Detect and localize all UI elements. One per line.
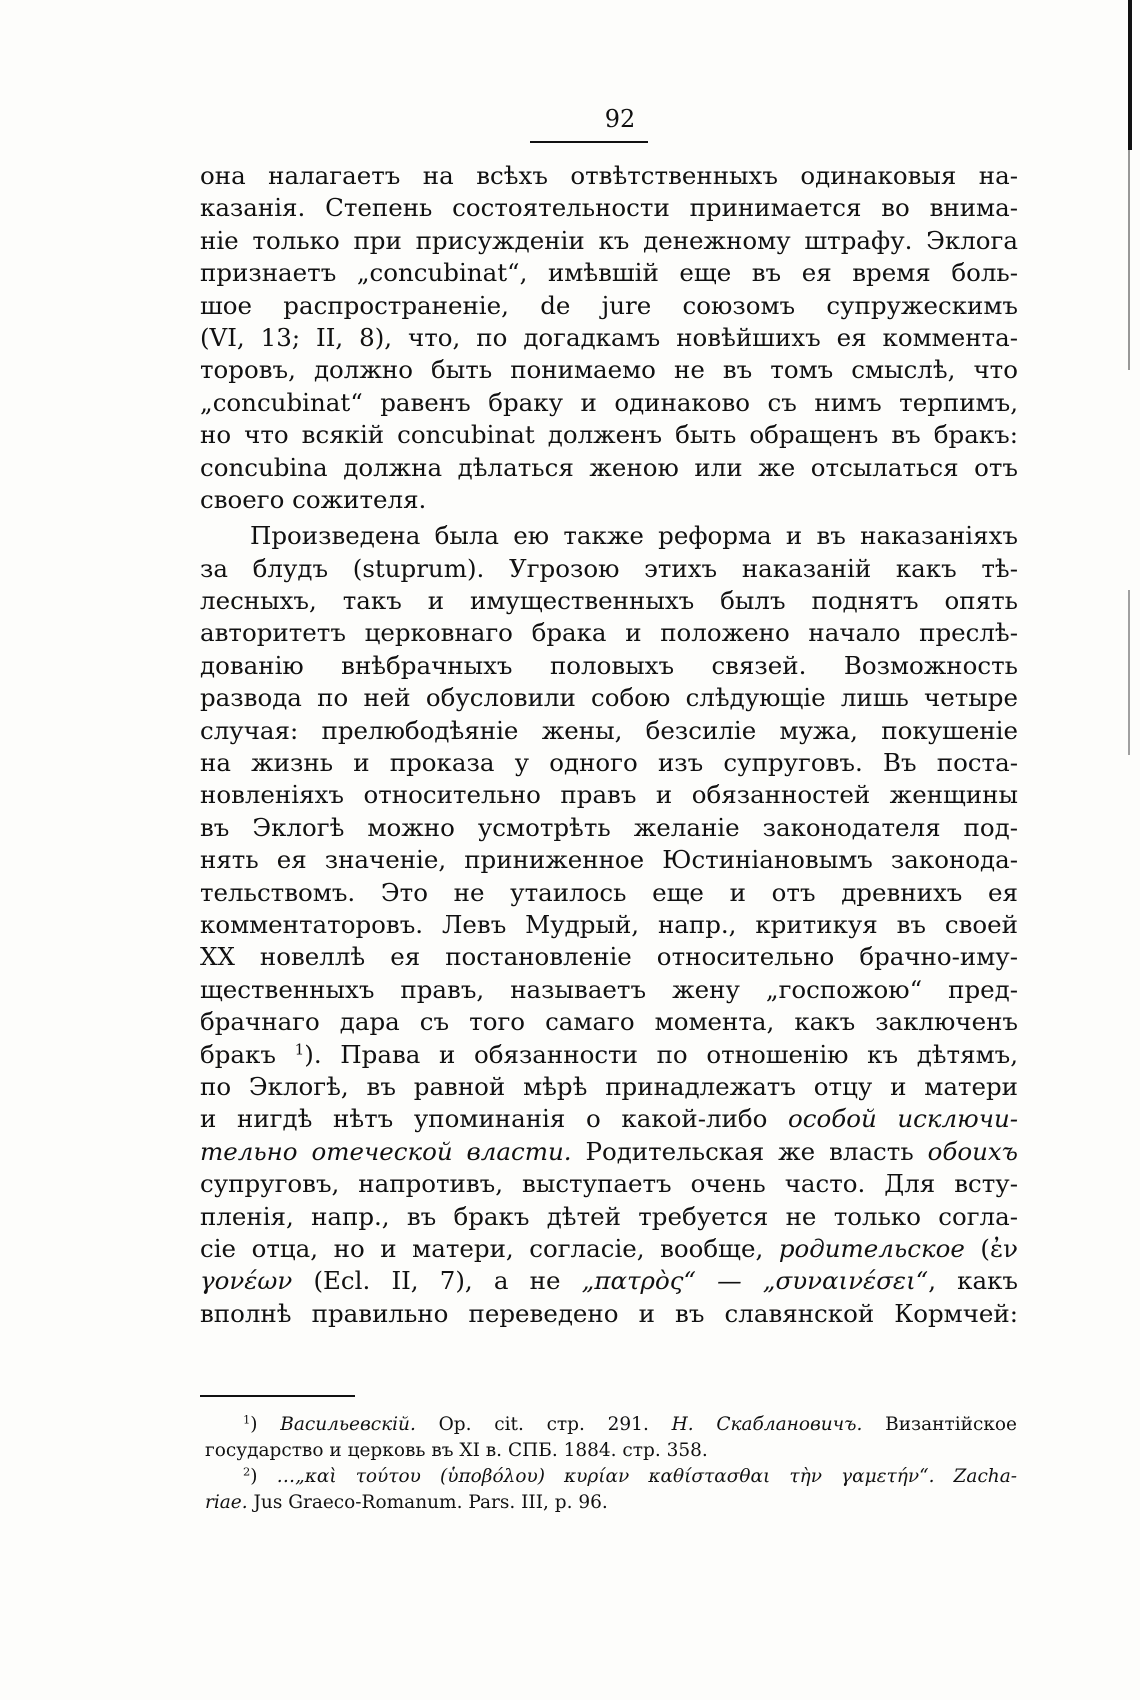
text-run: ). Права и обязанности по отношенію къ дѣтямъ, (304, 1039, 1019, 1069)
text-run: Родительская же власть (571, 1136, 928, 1166)
footnote-number: 2 (243, 1464, 251, 1479)
footnote-2-cont (205, 1490, 1017, 1516)
text-line: Произведена была ею также реформа и въ наказаніяхъ (250, 521, 1018, 551)
text-line (200, 1265, 1018, 1297)
italic-run: Васильевскій. (280, 1414, 416, 1435)
footnote-rule (200, 1395, 355, 1397)
italic-run: особой исключи- (788, 1104, 1019, 1134)
text-line: случая: прелюбодѣяніе жены, безсиліе мужа, покушеніе (200, 715, 1018, 745)
text-line: ніе только при присужденіи къ денежному штрафу. Эклога (200, 225, 1018, 255)
text-run: Op. cit. стр. 291. (415, 1414, 672, 1435)
text-line: на жизнь и проказа у одного изъ супруговъ. Въ поста- (200, 748, 1018, 778)
italic-run: тельно отеческой власти. (200, 1136, 572, 1166)
text-line (200, 1039, 1018, 1071)
text-line: торовъ, должно быть понимаемо не въ томъ смыслѣ, что (200, 355, 1018, 385)
italic-run: „πατρὸς“ — „συναινέσει“ (581, 1266, 929, 1296)
italic-run: родительское (778, 1233, 965, 1263)
text-line: супруговъ, напротивъ, выступаетъ очень часто. Для всту- (200, 1169, 1018, 1199)
text-line: пленія, напр., въ бракъ дѣтей требуется не только согла- (200, 1201, 1018, 1231)
footnote-ref-1[interactable]: 1 (294, 1040, 305, 1059)
text-run: , какъ (928, 1266, 1018, 1296)
text-line: (VI, 13; II, 8), что, по догадкамъ новѣйшихъ ея коммента- (200, 322, 1018, 352)
text-run: (ἐν (964, 1233, 1018, 1263)
page-number-rule (530, 141, 648, 143)
text-line: комментаторовъ. Левъ Мудрый, напр., критикуя въ своей (200, 909, 1018, 939)
italic-run: Н. Скаблановичъ. (671, 1414, 863, 1435)
text-line: признаетъ „concubinat“, имѣвшій еще въ ея время боль- (200, 258, 1018, 288)
footnote-number: 1 (243, 1412, 251, 1427)
text-run: Византійское (862, 1414, 1017, 1435)
text-line: дованію внѣбрачныхъ половыхъ связей. Возможность (200, 650, 1018, 680)
text-line: брачнаго дара съ того самаго момента, какъ заключенъ (200, 1007, 1018, 1037)
text-line: вполнѣ правильно переведено и въ славянской Кормчей: (200, 1298, 1018, 1328)
italic-run: обоихъ (927, 1136, 1018, 1166)
italic-run: riae. (205, 1492, 248, 1513)
page-number: 92 (604, 105, 636, 133)
text-line: но что всякій concubinat долженъ быть обращенъ въ бракъ: (200, 420, 1018, 450)
text-run: и нигдѣ нѣтъ упоминанія о какой-либо (200, 1104, 789, 1134)
text-run: (Ecl. II, 7), а не (292, 1266, 582, 1296)
text-line: развода по ней обусловили собою слѣдующіе лишь четыре (200, 683, 1018, 713)
text-line: „concubinat“ равенъ браку и одинаково съ нимъ терпимъ, (200, 387, 1018, 417)
text-line: щественныхъ правъ, называетъ жену „госпожою“ пред- (200, 974, 1018, 1004)
scan-edge-mark (1128, 0, 1132, 150)
footnote-1-cont: государство и церковь въ XI в. СПБ. 1884. стр. 358. (205, 1440, 708, 1461)
text-line: своего сожителя. (200, 484, 427, 514)
text-line: XX новеллѣ ея постановленіе относительно брачно-иму- (200, 942, 1018, 972)
footnotes (205, 1412, 1017, 1516)
text-line: она налагаетъ на всѣхъ отвѣтственныхъ одинаковыя на- (200, 161, 1018, 190)
text-line: шое распространеніе, de jure союзомъ супружескимъ (200, 290, 1018, 320)
italic-run: …„καὶ τούτου (ὑποβόλου) κυρίαν καθίστασθαι τὴν γαμετήν“. Zacha- (276, 1466, 1017, 1487)
text-line (200, 1136, 1018, 1168)
italic-run: γονέων (200, 1266, 293, 1296)
paragraph-1 (200, 160, 1018, 516)
scan-edge-shadow (1128, 150, 1130, 1250)
text-line: новленіяхъ относительно правъ и обязанностей женщины (200, 780, 1018, 810)
footnote-2: $^2$) …„καὶ τούτου (ὑποβόλου) κυρίαν καθίστασθαι τὴν γαμετήν“. Zacha- (243, 1464, 1017, 1487)
paragraph-2 (200, 520, 1018, 1330)
text-run: Jus Graeco-Romanum. Pars. III, p. 96. (247, 1492, 608, 1513)
text-line: въ Эклогѣ можно усмотрѣть желаніе законодателя под- (200, 812, 1018, 842)
text-line: тельствомъ. Это не утаилось еще и отъ древнихъ ея (200, 877, 1018, 907)
text-run: сіе отца, но и матери, согласіе, вообще, (200, 1233, 779, 1263)
text-line: concubina должна дѣлаться женою или же отсылаться отъ (200, 452, 1018, 482)
main-text (200, 160, 1018, 1330)
text-line: за блудъ (stuprum). Угрозою этихъ наказаній какъ тѣ- (200, 553, 1018, 583)
text-line: лесныхъ, такъ и имущественныхъ былъ поднятъ опять (200, 586, 1018, 616)
text-run: бракъ (200, 1039, 295, 1069)
text-line: авторитетъ церковнаго брака и положено начало преслѣ- (200, 618, 1018, 648)
text-line: нять ея значеніе, приниженное Юстиніановымъ законода- (200, 845, 1018, 875)
footnote-1: $^1$) Васильевскій. Op. cit. стр. 291. Н. Скаблановичъ. Византійское (243, 1412, 1017, 1435)
text-line: по Эклогѣ, въ равной мѣрѣ принадлежатъ отцу и матери (200, 1071, 1018, 1101)
text-line (200, 1103, 1018, 1135)
text-line (200, 1233, 1018, 1265)
text-line: казанія. Степень состоятельности принимается во внима- (200, 193, 1018, 223)
